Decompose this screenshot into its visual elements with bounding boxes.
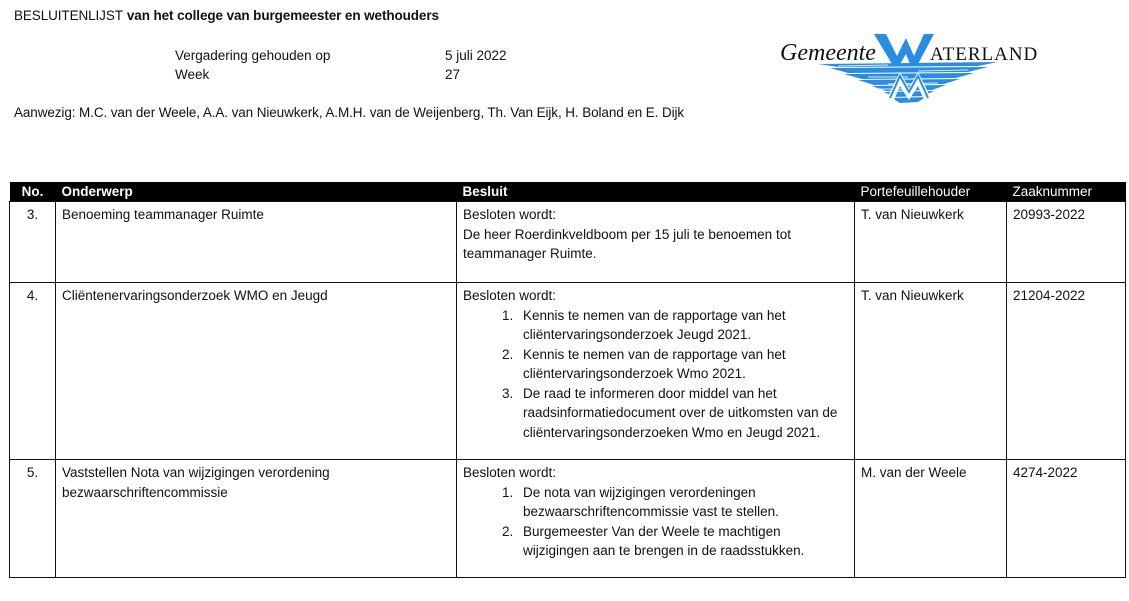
row-subject: Cliëntenervaringsonderzoek WMO en Jeugd [56,283,457,460]
decision-intro: Besloten wordt: [463,207,557,222]
meeting-date-row [175,46,507,65]
week-value: 27 [445,67,461,82]
header-onderwerp: Onderwerp [56,182,457,202]
svg-text:ATERLAND: ATERLAND [930,44,1039,65]
meeting-date-label: Vergadering gehouden op [175,48,331,63]
waterland-logo-icon [778,28,1040,108]
week-label: Week [175,67,210,82]
decision-text: De heer Roerdinkveldboom per 15 juli te benoemen tot teammanager Ruimte. [463,226,791,261]
table-header-row [10,182,1126,202]
meeting-date-value: 5 juli 2022 [445,48,507,63]
svg-text:Gemeente: Gemeente [780,40,876,66]
attendees: Aanwezig: M.C. van der Weele, A.A. van Nieuwkerk, A.M.H. van de Weijenberg, Th. Van Eijk, H. Boland en E. Dijk [14,105,685,120]
decision-list [463,483,848,561]
row-case-number: 20993-2022 [1007,202,1126,283]
decision-item: 2. Burgemeester Van der Weele te machtigen wijzigingen aan te brengen in de raadsstukken. [517,522,848,561]
row-case-number: 4274-2022 [1007,460,1126,578]
row-portfolio-holder: T. van Nieuwkerk [855,283,1007,460]
table-row [10,460,1126,578]
row-decision [457,202,855,283]
decisions-table [9,182,1126,578]
decision-item: 1. De nota van wijzigingen verordeningen bezwaarschriftencommissie vast te stellen. [517,483,848,522]
document-title-subject: van het college van burgemeester en wethouders [126,8,439,23]
row-subject: Benoeming teammanager Ruimte [56,202,457,283]
header-zaaknummer: Zaaknummer [1007,182,1126,202]
week-row [175,65,507,84]
decision-list [463,306,848,443]
document-title-prefix: BESLUITENLIJST [14,8,123,23]
row-number: 4. [10,283,56,460]
decision-intro: Besloten wordt: [463,465,557,480]
decision-intro: Besloten wordt: [463,288,557,303]
gemeente-waterland-logo [778,28,1040,108]
document-title [14,8,439,23]
decision-item: 2. Kennis te nemen van de rapportage van het cliëntervaringsonderzoek Wmo 2021. [517,345,848,384]
row-portfolio-holder: M. van der Weele [855,460,1007,578]
header-besluit: Besluit [457,182,855,202]
table-row [10,283,1126,460]
header-no: No. [10,182,56,202]
row-number: 5. [10,460,56,578]
decision-item: 1. Kennis te nemen van de rapportage van het cliëntervaringsonderzoek Jeugd 2021. [517,306,848,345]
decision-item: 3. De raad te informeren door middel van het raadsinformatiedocument over de uitkomsten van de cliëntervaringsonderzoeken Wmo en Jeugd 2021. [517,384,848,443]
row-number: 3. [10,202,56,283]
row-decision [457,283,855,460]
table-row [10,202,1126,283]
row-subject: Vaststellen Nota van wijzigingen verordening bezwaarschriftencommissie [56,460,457,578]
row-decision [457,460,855,578]
meeting-info [175,46,507,84]
row-portfolio-holder: T. van Nieuwkerk [855,202,1007,283]
header-portefeuillehouder: Portefeuillehouder [855,182,1007,202]
row-case-number: 21204-2022 [1007,283,1126,460]
